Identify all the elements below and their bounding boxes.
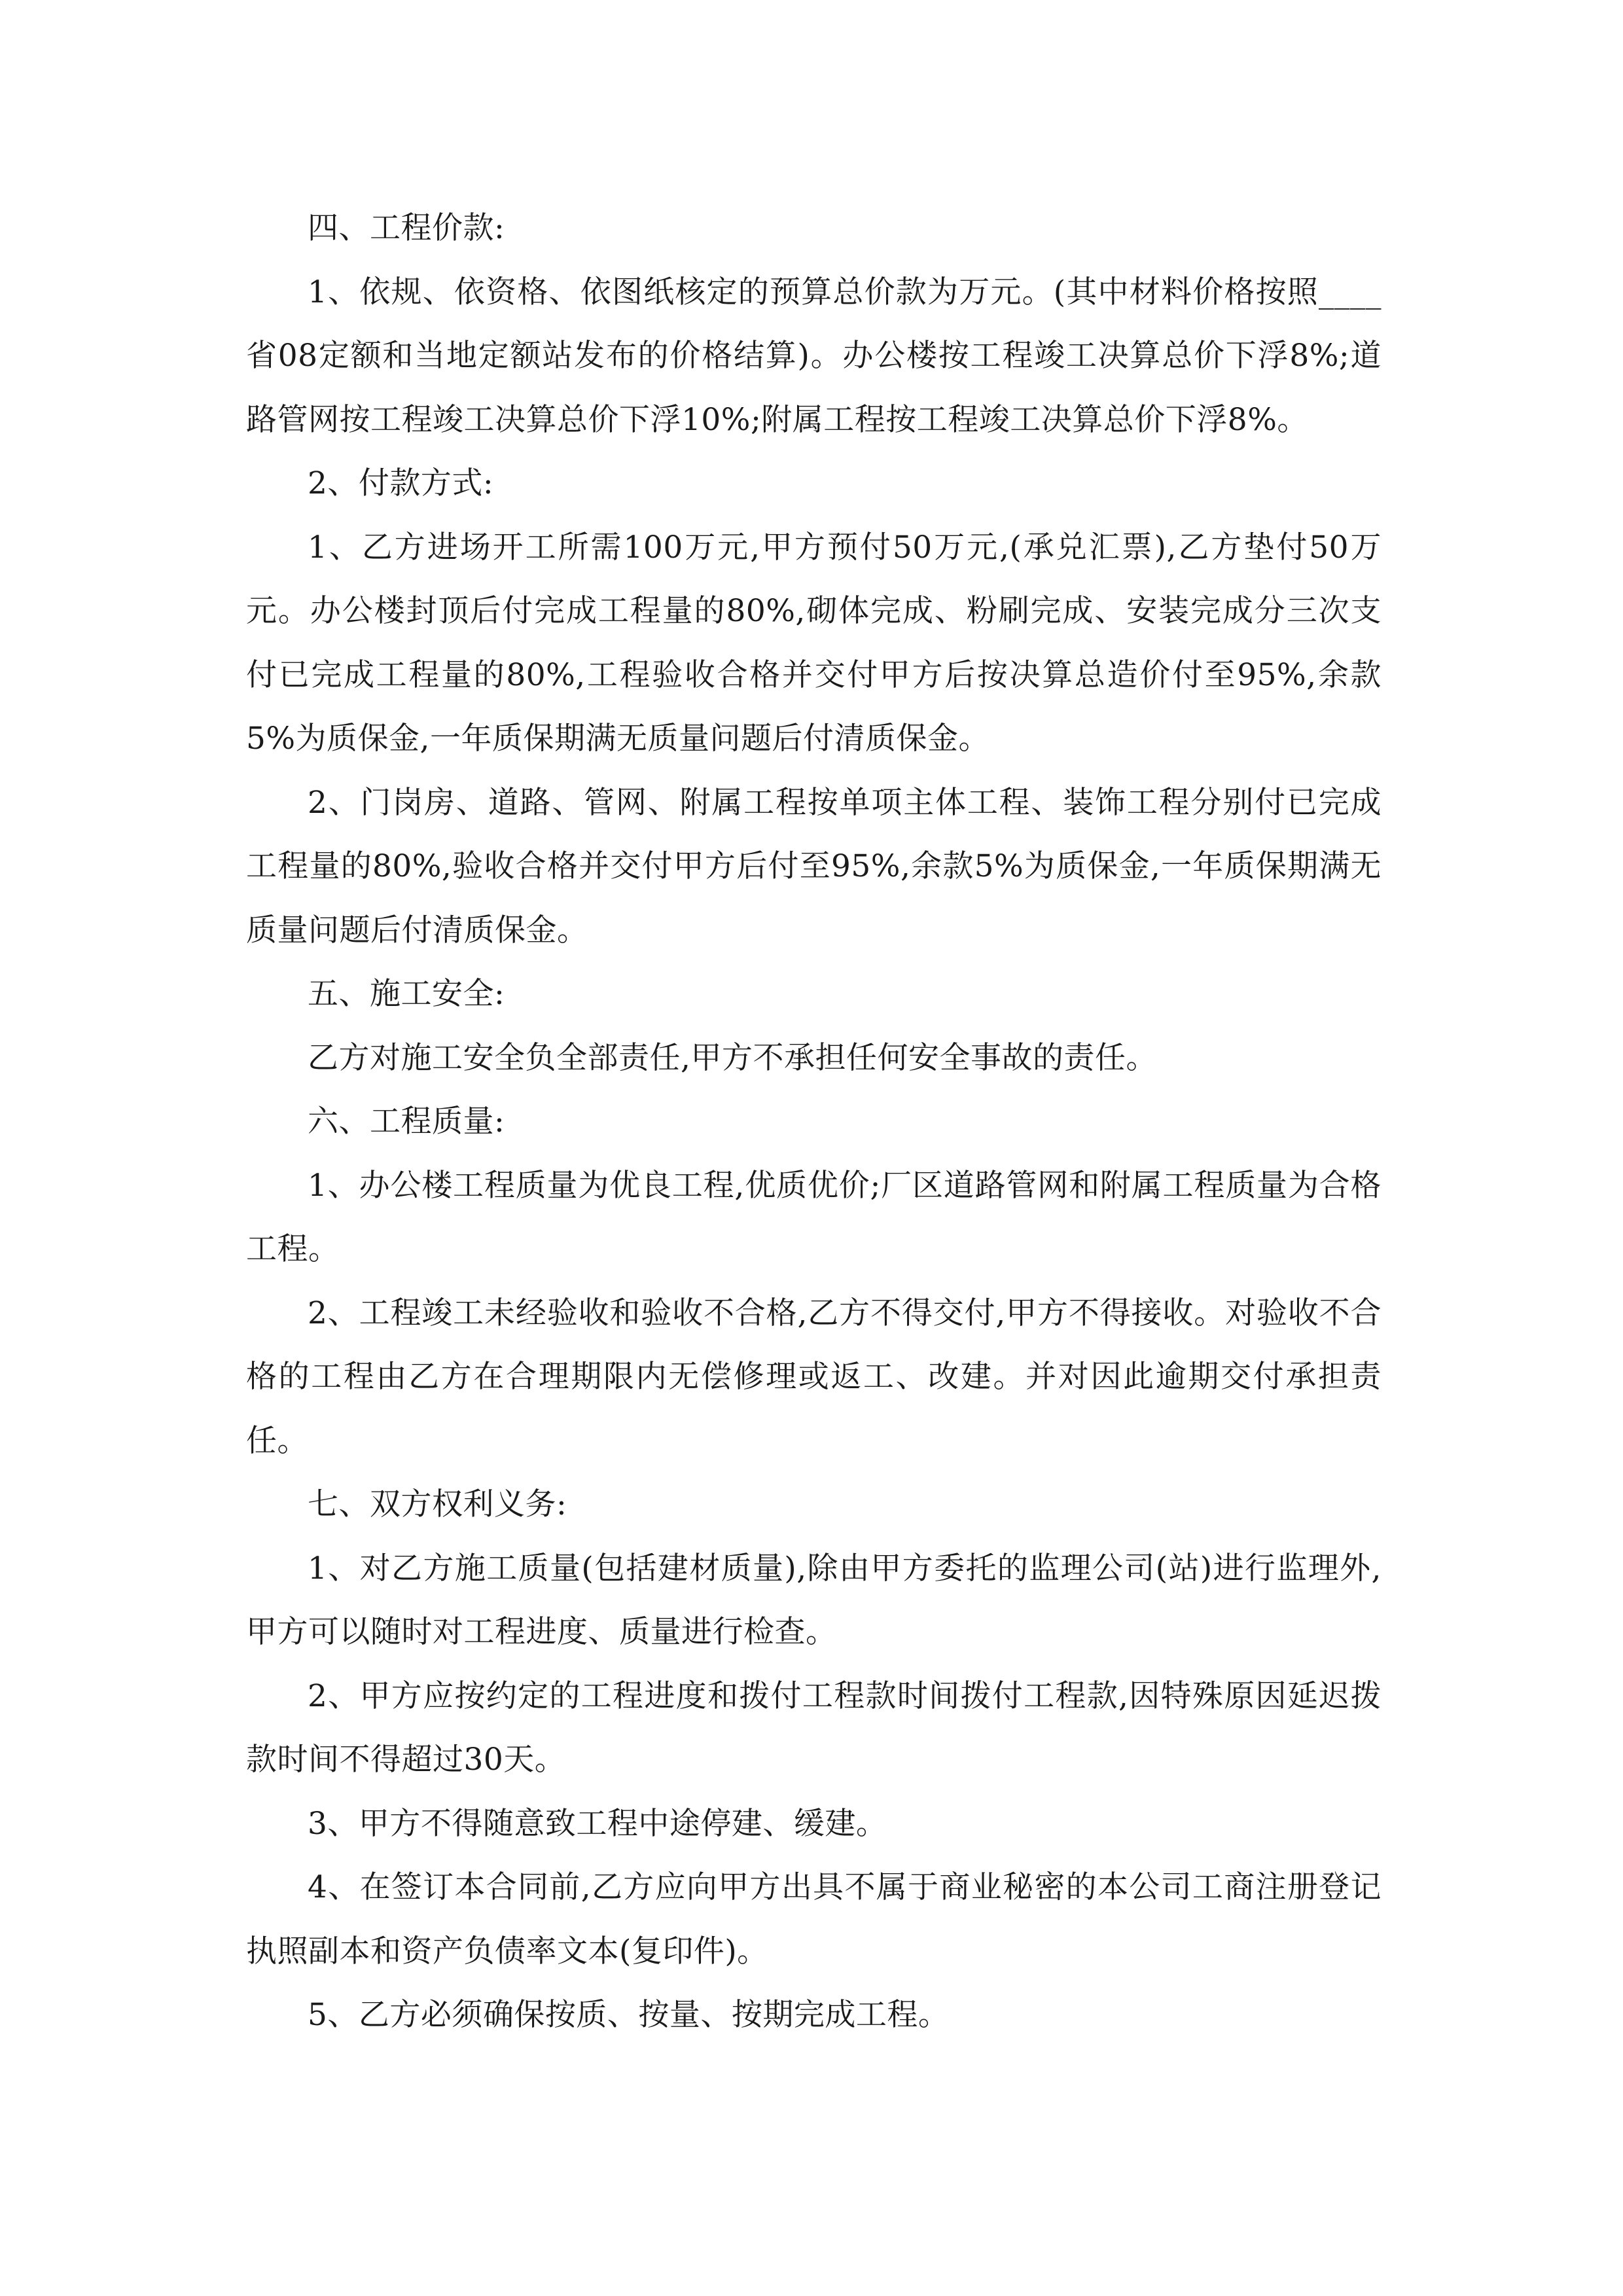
paragraph-rights-clause-1: 1、对乙方施工质量(包括建材质量),除由甲方委托的监理公司(站)进行监理外,甲方可以随时对工程进度、质量进行检查。 <box>246 1550 1382 1650</box>
paragraph-quality-clause-2: 2、工程竣工未经验收和验收不合格,乙方不得交付,甲方不得接收。对验收不合格的工程由乙方在合理期限内无偿修理或返工、改建。并对因此逾期交付承担责任。 <box>246 1295 1382 1459</box>
paragraph-rights-clause-5: 5、乙方必须确保按质、按量、按期完成工程。 <box>308 1997 950 2033</box>
paragraph-payment-clause-2: 2、门岗房、道路、管网、附属工程按单项主体工程、装饰工程分别付已完成工程量的80%,验收合格并交付甲方后付至95%,余款5%为质保金,一年质保期满无质量问题后付清质保金。 <box>246 784 1382 948</box>
paragraph-price-clause-1: 1、依规、依资格、依图纸核定的预算总价款为万元。(其中材料价格按照____省08定额和当地定额站发布的价格结算)。办公楼按工程竣工决算总价下浮8%;道路管网按工程竣工决算总价下浮10%;附属工程按工程竣工决算总价下浮8%。 <box>246 274 1382 438</box>
paragraph-payment-clause-1: 1、乙方进场开工所需100万元,甲方预付50万元,(承兑汇票),乙方垫付50万元。办公楼封顶后付完成工程量的80%,砌体完成、粉刷完成、安装完成分三次支付已完成工程量的80%,工程验收合格并交付甲方后按决算总造价付至95%,余款5%为质保金,一年质保期满无质量问题后付清质保金。 <box>246 529 1382 757</box>
document-body <box>246 196 1382 2047</box>
paragraph-rights-clause-3: 3、甲方不得随意致工程中途停建、缓建。 <box>308 1805 887 1842</box>
section-heading-quality: 六、工程质量: <box>308 1103 505 1139</box>
paragraph-safety-clause: 乙方对施工安全负全部责任,甲方不承担任何安全事故的责任。 <box>308 1039 1157 1076</box>
section-heading-price: 四、工程价款: <box>308 210 505 246</box>
section-heading-rights: 七、双方权利义务: <box>308 1486 567 1522</box>
paragraph-rights-clause-2: 2、甲方应按约定的工程进度和拨付工程款时间拨付工程款,因特殊原因延迟拨款时间不得超过30天。 <box>246 1677 1382 1778</box>
paragraph-quality-clause-1: 1、办公楼工程质量为优良工程,优质优价;厂区道路管网和附属工程质量为合格工程。 <box>246 1167 1382 1267</box>
paragraph-rights-clause-4: 4、在签订本合同前,乙方应向甲方出具不属于商业秘密的本公司工商注册登记执照副本和资产负债率文本(复印件)。 <box>246 1869 1382 1969</box>
paragraph-payment-method: 2、付款方式: <box>308 465 494 501</box>
section-heading-safety: 五、施工安全: <box>308 976 505 1012</box>
